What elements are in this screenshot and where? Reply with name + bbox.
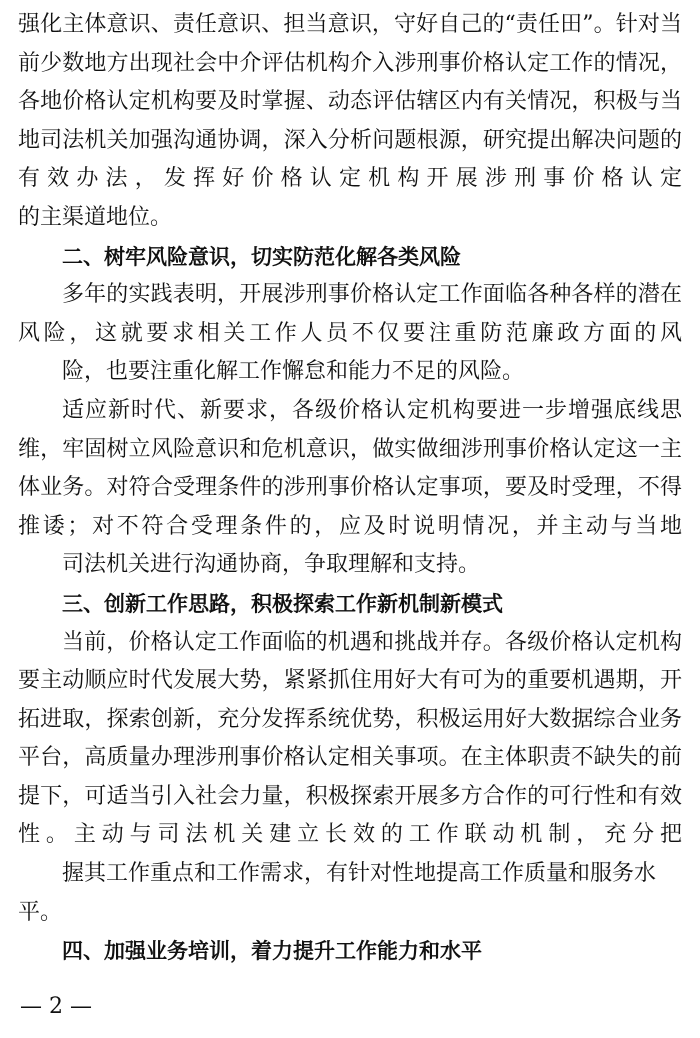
paragraph-line: 强化主体意识、责任意识、担当意识，守好自己的“责任田”。针对 xyxy=(18,12,660,37)
paragraph-line: 当前，价格认定工作面临的机遇和挑战并存。各级价格认定机 xyxy=(62,629,660,655)
paragraph-line: 司法机关进行沟通协商，争取理解和支持。 xyxy=(62,552,481,578)
document-page xyxy=(18,6,682,971)
paragraph-line: 行性和有效性。主动与司法机关建立长效的工作联动机制，充分把 xyxy=(18,783,682,848)
paragraph-line: 当前少数地方出现社会中介评估机构介入涉刑事价格认定工作的 xyxy=(18,12,682,76)
paragraph-line: 潜在风险，这就要求相关工作人员不仅要注重防范廉政方面的风 xyxy=(18,282,682,346)
paragraph-line: 主体业务。对符合受理条件的涉刑事价格认定事项，要及时受理， xyxy=(18,436,682,501)
paragraph-line: 多年的实践表明，开展涉刑事价格认定工作面临各种各样的 xyxy=(62,282,638,308)
paragraph-line: 合业务平台，高质量办理涉刑事价格认定相关事项。在主体职责不 xyxy=(18,706,682,771)
paragraph-line: 险，也要注重化解工作懈怠和能力不足的风险。 xyxy=(62,359,525,385)
paragraph-line: 解决问题的有效办法，发挥好价格认定机构开展涉刑事价格认定 xyxy=(18,127,682,192)
section-heading-3: 三、创新工作思路，积极探索工作新机制新模式 xyxy=(62,591,503,616)
paragraph-line: 握其工作重点和工作需求，有针对性地提高工作质量和服务水平。 xyxy=(18,861,657,925)
paragraph-1 xyxy=(18,6,682,238)
paragraph-3 xyxy=(18,392,682,585)
paragraph-line: 的主渠道地位。 xyxy=(18,204,173,230)
paragraph-2 xyxy=(18,276,682,392)
paragraph-line: 积极与当地司法机关加强沟通协调，深入分析问题根源，研究提出 xyxy=(18,89,682,153)
paragraph-line: 构要主动顺应时代发展大势，紧紧抓住用好大有可为的重要机遇 xyxy=(18,629,682,694)
paragraph-line: 维，牢固树立风险意识和危机意识，做实做细涉刑事价格认定这一 xyxy=(18,436,660,462)
paragraph-4 xyxy=(18,624,682,933)
section-heading-4: 四、加强业务培训，着力提升工作能力和水平 xyxy=(62,939,482,964)
paragraph-line: 期，开拓进取，探索创新，充分发挥系统优势，积极运用好大数据综 xyxy=(18,668,682,732)
paragraph-line: 情况，各地价格认定机构要及时掌握、动态评估辖区内有关情况， xyxy=(18,50,682,115)
section-heading-2: 二、树牢风险意识，切实防范化解各类风险 xyxy=(62,244,461,269)
paragraph-line: 缺失的前提下，可适当引入社会力量，积极探索开展多方合作的可 xyxy=(18,745,682,809)
paragraph-line: 不得推诿；对不符合受理条件的，应及时说明情况，并主动与当地 xyxy=(18,475,682,539)
paragraph-line: 适应新时代、新要求，各级价格认定机构要进一步增强底线思 xyxy=(62,397,682,423)
page-number: — 2 — xyxy=(20,994,92,1019)
